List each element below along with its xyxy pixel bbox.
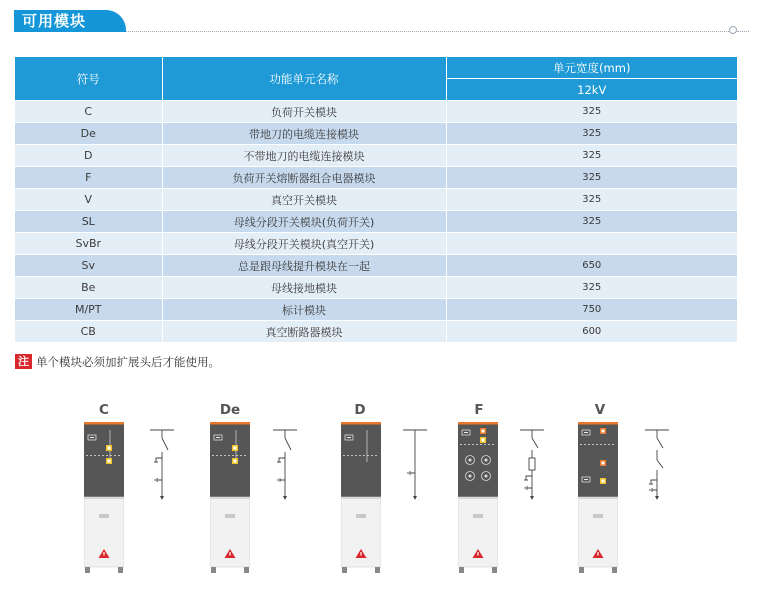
cabinet-de: [210, 422, 250, 573]
cabinet-d: [341, 422, 381, 573]
table-row: [15, 145, 737, 167]
header-voltage: 12kV: [446, 79, 737, 101]
cell-symbol: C: [15, 101, 162, 123]
cell-width: 325: [446, 211, 737, 233]
diagram-v-icon: [642, 428, 672, 508]
header-symbol: 符号: [15, 57, 162, 101]
section-title: 可用模块: [14, 10, 126, 32]
diagram-de-icon: [270, 428, 300, 508]
header-divider: [126, 31, 729, 32]
cell-name: 不带地刀的电缆连接模块: [162, 145, 446, 167]
table-row: [15, 233, 737, 255]
module-label: F: [474, 402, 484, 418]
cell-symbol: CB: [15, 321, 162, 343]
cell-width: 325: [446, 145, 737, 167]
diagram-d-icon: [400, 428, 430, 508]
cell-symbol: F: [15, 167, 162, 189]
table-row: [15, 211, 737, 233]
header-divider-tail: [737, 31, 749, 32]
usage-note: [15, 354, 220, 370]
cell-symbol: De: [15, 123, 162, 145]
note-badge: 注: [15, 354, 32, 369]
table-row: [15, 321, 737, 343]
cell-name: 总是跟母线提升模块在一起: [162, 255, 446, 277]
modules-table: [15, 57, 737, 342]
table-row: [15, 189, 737, 211]
module-label: De: [219, 402, 241, 418]
header-unit-width: 单元宽度(mm): [446, 57, 737, 79]
cell-name: 负荷开关熔断器组合电器模块: [162, 167, 446, 189]
cell-width: 750: [446, 299, 737, 321]
module-v: [568, 402, 758, 582]
cell-width: [446, 233, 737, 255]
cell-symbol: D: [15, 145, 162, 167]
cell-width: 325: [446, 123, 737, 145]
cell-symbol: Be: [15, 277, 162, 299]
cell-symbol: V: [15, 189, 162, 211]
cell-width: 325: [446, 101, 737, 123]
cell-width: 325: [446, 167, 737, 189]
table-row: [15, 299, 737, 321]
table-row: [15, 167, 737, 189]
table-row: [15, 277, 737, 299]
table-row: [15, 255, 737, 277]
cabinet-c: [84, 422, 124, 573]
table-row: [15, 123, 737, 145]
cell-name: 真空开关模块: [162, 189, 446, 211]
module-label: C: [99, 402, 109, 418]
cell-name: 标计模块: [162, 299, 446, 321]
table-row: [15, 101, 737, 123]
header-circle-icon: [729, 26, 737, 34]
module-label: D: [354, 402, 366, 418]
cabinet-f: [458, 422, 498, 573]
section-header: [14, 10, 774, 34]
cell-name: 母线分段开关模块(真空开关): [162, 233, 446, 255]
diagram-c-icon: [147, 428, 177, 508]
module-label: V: [594, 402, 606, 418]
cell-symbol: Sv: [15, 255, 162, 277]
cell-width: 325: [446, 189, 737, 211]
cell-symbol: M/PT: [15, 299, 162, 321]
header-function-name: 功能单元名称: [162, 57, 446, 101]
diagram-f-icon: [517, 428, 547, 508]
cell-symbol: SL: [15, 211, 162, 233]
cabinet-v: [578, 422, 618, 573]
cell-name: 负荷开关模块: [162, 101, 446, 123]
cell-width: 600: [446, 321, 737, 343]
cell-symbol: SvBr: [15, 233, 162, 255]
cell-name: 带地刀的电缆连接模块: [162, 123, 446, 145]
note-text: 单个模块必须加扩展头后才能使用。: [36, 355, 220, 369]
cell-name: 母线接地模块: [162, 277, 446, 299]
cell-width: 325: [446, 277, 737, 299]
cell-width: 650: [446, 255, 737, 277]
cell-name: 母线分段开关模块(负荷开关): [162, 211, 446, 233]
cell-name: 真空断路器模块: [162, 321, 446, 343]
